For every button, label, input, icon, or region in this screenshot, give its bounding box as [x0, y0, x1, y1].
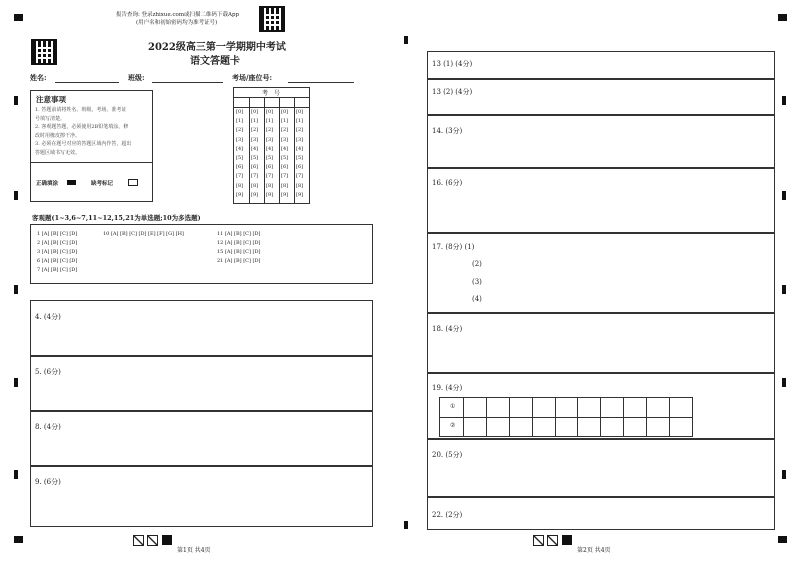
exam-id-bubble[interactable]: [7]: [266, 173, 274, 180]
exam-id-bubble[interactable]: [3]: [251, 136, 259, 143]
answer-area-q22[interactable]: [427, 496, 775, 530]
q19-cell-divider: [669, 398, 670, 436]
timing-mark: [404, 521, 408, 529]
page-title: 2022级高三第一学期期中考试: [148, 42, 286, 53]
notice-title: 注意事项: [36, 95, 66, 104]
exam-id-bubble[interactable]: [5]: [266, 155, 274, 161]
notice-item: 答题区域书写无效。: [35, 149, 81, 156]
exam-id-bubble[interactable]: [0]: [296, 109, 304, 115]
exam-id-bubble[interactable]: [4]: [296, 145, 304, 152]
answer-area-q8[interactable]: [30, 410, 373, 467]
exam-id-bubble[interactable]: [5]: [281, 155, 289, 161]
exam-id-columns[interactable]: [234, 97, 309, 203]
q13-2-label: 13 (2) (4分): [432, 88, 473, 96]
exam-id-bubble[interactable]: [6]: [281, 164, 289, 171]
exam-id-bubble[interactable]: [2]: [251, 127, 259, 134]
q19-cell-divider: [623, 398, 624, 436]
q19-cell-divider: [463, 398, 464, 436]
timing-mark: [14, 285, 18, 294]
q19-cell-divider: [486, 398, 487, 436]
page-id-mark: [147, 535, 158, 546]
q19-cell-divider: [577, 398, 578, 436]
exam-id-bubble[interactable]: [4]: [281, 145, 289, 152]
timing-mark: [14, 470, 18, 479]
exam-id-bubble[interactable]: [5]: [296, 155, 304, 161]
class-label: 班级:: [128, 73, 145, 82]
q4-label: 4. (4分): [35, 313, 61, 321]
exam-id-bubble[interactable]: [8]: [296, 182, 304, 189]
exam-id-bubble[interactable]: [4]: [251, 145, 259, 152]
exam-id-header: 考 号: [262, 90, 281, 97]
exam-id-bubble[interactable]: [1]: [251, 118, 259, 125]
class-field[interactable]: [152, 82, 223, 83]
answer-area-q20[interactable]: [427, 438, 775, 498]
page-id-mark: [547, 535, 558, 546]
notice-item: 改时用橡皮擦干净。: [35, 132, 81, 139]
exam-id-bubble[interactable]: [5]: [251, 155, 259, 161]
exam-id-bubble[interactable]: [9]: [251, 191, 259, 198]
page-id-mark: [562, 535, 572, 545]
exam-id-bubble[interactable]: [9]: [266, 191, 274, 198]
q19-row-2: ②: [450, 422, 456, 429]
exam-id-bubble[interactable]: [3]: [296, 136, 304, 143]
timing-mark: [782, 96, 786, 105]
q16-label: 16. (6分): [432, 179, 463, 187]
timing-mark: [782, 378, 786, 387]
exam-id-bubble[interactable]: [6]: [266, 164, 274, 171]
q13-1-label: 13 (1) (4分): [432, 60, 473, 68]
correct-fill-sample: [67, 180, 76, 185]
exam-id-bubble[interactable]: [8]: [281, 182, 289, 189]
name-field[interactable]: [55, 82, 119, 83]
answer-area-q17[interactable]: [427, 232, 775, 314]
corner-mark: [778, 536, 787, 543]
exam-id-grid: [233, 87, 310, 204]
answer-area-q4[interactable]: [30, 300, 373, 357]
exam-id-bubble[interactable]: [3]: [281, 136, 289, 143]
exam-id-bubble[interactable]: [2]: [296, 127, 304, 134]
timing-mark: [404, 36, 408, 44]
answer-area-q13-2[interactable]: [427, 78, 775, 116]
answer-area-q19[interactable]: [427, 372, 775, 440]
absent-label: 缺考标记: [91, 181, 114, 187]
q17-label: 17. (8分) (1): [432, 243, 475, 251]
exam-id-bubble[interactable]: [9]: [236, 191, 244, 198]
objective-item[interactable]: 10 [A] [B] [C] [D] [E] [F] [G] [H]: [103, 231, 184, 237]
timing-mark: [782, 470, 786, 479]
page-number-2: 第2页 共4页: [577, 547, 611, 554]
answer-area-q18[interactable]: [427, 312, 775, 374]
objective-item[interactable]: 2 [A] [B] [C] [D]: [37, 240, 78, 246]
exam-id-bubble[interactable]: [3]: [266, 136, 274, 143]
exam-id-bubble[interactable]: [7]: [236, 173, 244, 180]
objective-item[interactable]: 1 [A] [B] [C] [D]: [37, 231, 78, 237]
notice-line-2: (用户名和初始密码均为准考证号): [136, 20, 218, 26]
absent-checkbox[interactable]: [128, 179, 138, 186]
notice-box: [30, 90, 153, 202]
exam-id-bubble[interactable]: [1]: [281, 118, 289, 125]
q19-cell-divider: [646, 398, 647, 436]
notice-item: 号填写清楚。: [35, 115, 66, 122]
q5-label: 5. (6分): [35, 368, 61, 376]
objective-item[interactable]: 12 [A] [B] [C] [D]: [217, 240, 261, 246]
correct-fill-label: 正确填涂: [36, 181, 59, 187]
exam-id-bubble[interactable]: [6]: [296, 164, 304, 171]
q19-cell-divider: [600, 398, 601, 436]
answer-area-q13-1[interactable]: [427, 51, 775, 80]
answer-area-q14[interactable]: [427, 114, 775, 169]
q19-cell-divider: [532, 398, 533, 436]
exam-id-bubble[interactable]: [4]: [236, 145, 244, 152]
qr-code: [259, 6, 285, 32]
q17-part-3: (3): [472, 278, 482, 286]
timing-mark: [782, 191, 786, 200]
exam-id-bubble[interactable]: [4]: [266, 145, 274, 152]
page-number-1: 第1页 共4页: [177, 547, 211, 554]
exam-id-bubble[interactable]: [6]: [251, 164, 259, 171]
objective-item[interactable]: 15 [A] [B] [C] [D]: [217, 249, 261, 255]
page-id-mark: [533, 535, 544, 546]
page-subtitle: 语文答题卡: [190, 56, 240, 67]
exam-id-bubble[interactable]: [3]: [236, 136, 244, 143]
q19-cell-divider: [509, 398, 510, 436]
exam-id-bubble[interactable]: [9]: [296, 191, 304, 198]
timing-mark: [14, 378, 18, 387]
q19-grid[interactable]: [439, 397, 693, 437]
exam-id-bubble[interactable]: [7]: [251, 173, 259, 180]
exam-id-bubble[interactable]: [9]: [281, 191, 289, 198]
q22-label: 22. (2分): [432, 511, 463, 519]
timing-mark: [14, 96, 18, 105]
q17-part-2: (2): [472, 260, 482, 268]
exam-id-bubble[interactable]: [0]: [251, 109, 259, 115]
exam-id-bubble[interactable]: [1]: [266, 118, 274, 125]
q18-label: 18. (4分): [432, 325, 463, 333]
q9-label: 9. (6分): [35, 478, 61, 486]
seat-field[interactable]: [288, 82, 354, 83]
answer-area-q9[interactable]: [30, 465, 373, 527]
objective-box: [30, 224, 373, 284]
corner-mark: [14, 14, 23, 21]
exam-id-bubble[interactable]: [2]: [266, 127, 274, 134]
page-id-mark: [162, 535, 172, 545]
objective-title: 客观题(1~3,6~7,11~12,15,21为单选题;10为多选题): [32, 214, 201, 222]
timing-mark: [14, 191, 18, 200]
q19-label: 19. (4分): [432, 384, 463, 392]
exam-id-bubble[interactable]: [7]: [281, 173, 289, 180]
objective-item[interactable]: 3 [A] [B] [C] [D]: [37, 249, 78, 255]
q20-label: 20. (5分): [432, 451, 463, 459]
objective-item[interactable]: 6 [A] [B] [C] [D]: [37, 258, 78, 264]
objective-item[interactable]: 7 [A] [B] [C] [D]: [37, 267, 78, 273]
notice-item: 3. 必须在题号对应的答题区域内作答，超出: [35, 141, 132, 147]
q17-part-4: (4): [472, 295, 482, 303]
exam-id-bubble[interactable]: [1]: [236, 118, 244, 125]
objective-item[interactable]: 21 [A] [B] [C] [D]: [217, 258, 261, 264]
exam-id-bubble[interactable]: [0]: [281, 109, 289, 115]
exam-id-bubble[interactable]: [2]: [236, 127, 244, 134]
exam-id-bubble[interactable]: [2]: [281, 127, 289, 134]
objective-item[interactable]: 11 [A] [B] [C] [D]: [217, 231, 261, 237]
name-label: 姓名:: [30, 73, 47, 82]
q8-label: 8. (4分): [35, 423, 61, 431]
exam-id-bubble[interactable]: [8]: [266, 182, 274, 189]
answer-area-q16[interactable]: [427, 167, 775, 234]
exam-id-bubble[interactable]: [8]: [251, 182, 259, 189]
answer-area-q5[interactable]: [30, 355, 373, 412]
q19-row-1: ①: [450, 403, 456, 410]
exam-id-bubble[interactable]: [6]: [236, 164, 244, 171]
exam-id-bubble[interactable]: [1]: [296, 118, 304, 125]
notice-item: 1. 答题前请将姓名、班级、考场、准考证: [35, 107, 127, 113]
timing-mark: [782, 285, 786, 294]
exam-id-bubble[interactable]: [7]: [296, 173, 304, 180]
page-id-mark: [133, 535, 144, 546]
notice-item: 2. 客观题答题，必须使用2B铅笔填涂，修: [35, 124, 129, 130]
seat-label: 考场/座位号:: [232, 73, 273, 82]
exam-id-bubble[interactable]: [8]: [236, 182, 244, 189]
q14-label: 14. (3分): [432, 127, 463, 135]
exam-id-bubble[interactable]: [5]: [236, 155, 244, 161]
notice-line-1: 报告查询: 登录zhixue.com或扫描二维码下载App: [116, 12, 240, 18]
q19-cell-divider: [555, 398, 556, 436]
corner-mark: [14, 536, 23, 543]
exam-id-bubble[interactable]: [0]: [266, 109, 274, 115]
qr-code: [31, 39, 57, 65]
corner-mark: [778, 14, 787, 21]
exam-id-bubble[interactable]: [0]: [236, 109, 244, 115]
